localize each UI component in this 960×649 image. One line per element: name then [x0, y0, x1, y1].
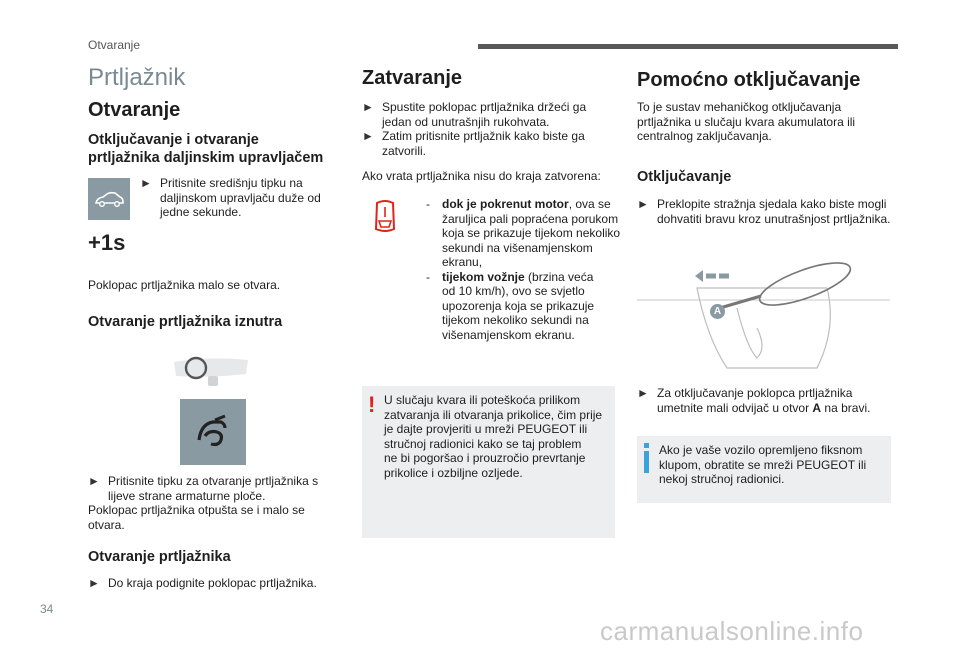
bullet-icon: ► — [637, 386, 649, 400]
remote-subheading — [88, 131, 378, 167]
case2-line2: od 10 km/h), ovo se svjetlo — [442, 284, 585, 298]
case1-line2: žaruljica pali popraćena porukom — [442, 211, 619, 226]
bullet-icon: ► — [88, 474, 100, 488]
closing-step2-line2: zatvorili. — [382, 143, 427, 158]
section-header: Otvaranje — [88, 38, 141, 52]
unlock-step2-line2-post: na bravi. — [821, 400, 871, 415]
closing-step1-line1: Spustite poklopac prtljažnika držeći ga — [382, 100, 587, 114]
bullet-icon: ► — [362, 129, 374, 143]
unlock-step1-line2: dohvatiti bravu kroz unutrašnjost prtljažnika. — [657, 211, 891, 226]
bullet-icon: ► — [88, 576, 100, 590]
remote-step-line2: daljinskom upravljaču duže od — [160, 190, 321, 205]
backup-intro-line3: centralnog zaključavanja. — [637, 129, 772, 143]
closing-cases — [426, 197, 622, 342]
heading-zatvaranje: Zatvaranje — [362, 67, 463, 89]
heading-otvaranje: Otvaranje — [88, 99, 181, 121]
case1-line4: sekundi na višenamjenskom — [442, 240, 593, 255]
page-number: 34 — [40, 602, 54, 616]
closing-intro: Ako vrata prtljažnika nisu do kraja zatvorena: — [362, 169, 601, 183]
bullet-icon: ► — [637, 197, 649, 211]
warning-text — [384, 393, 614, 480]
remote-subheading-line1: Otključavanje i otvaranje — [88, 132, 259, 148]
watermark: carmanualsonline.info — [600, 616, 864, 646]
heading-pomocno: Pomoćno otključavanje — [637, 69, 861, 91]
info-line1: Ako je vaše vozilo opremljeno fiksnom — [659, 443, 863, 457]
open-step — [88, 576, 388, 591]
remote-step-line3: jedne sekunde. — [160, 205, 242, 219]
remote-step-line1: Pritisnite središnju tipku na — [160, 176, 303, 190]
remote-subheading-line2: prtljažnika daljinskim upravljačem — [88, 150, 324, 166]
case2-bold: tijekom vožnje — [442, 269, 525, 284]
open-trunk-warning-icon — [372, 199, 398, 235]
bullet-icon: ► — [362, 100, 374, 114]
unlock-step2 — [637, 386, 902, 415]
case1-line3: koja se prikazuje tijekom nekoliko — [442, 226, 621, 240]
unlock-step2-line1: Za otključavanje poklopca prtljažnika — [657, 386, 853, 400]
unlock-step2-line2-pre: umetnite mali odvijač u otvor — [657, 400, 813, 415]
unlock-step2-bold: A — [812, 400, 822, 415]
backup-intro — [637, 100, 897, 144]
page-title: Prtljažnik — [88, 64, 186, 91]
inside-subheading: Otvaranje prtljažnika iznutra — [88, 314, 283, 330]
dash-marker: - — [426, 197, 430, 211]
backup-intro-line1: To je sustav mehaničkog otključavanja — [637, 100, 842, 114]
inside-step — [88, 474, 388, 532]
warning-box — [362, 386, 615, 538]
case2-line4: tijekom nekoliko sekundi na — [442, 313, 589, 327]
case1-line1: , ova se — [568, 197, 611, 211]
info-text — [659, 443, 887, 487]
lock-screwdriver-illustration — [637, 248, 890, 374]
remote-step — [140, 176, 340, 220]
inside-result-line1: Poklopac prtljažnika otpušta se i malo se — [88, 503, 305, 517]
warning-line1: U slučaju kvara ili poteškoća prilikom — [384, 393, 581, 407]
unlock-step1 — [637, 197, 902, 226]
info-line2: klupom, obratite se mreži PEUGEOT ili — [659, 457, 867, 472]
unlock-subheading: Otključavanje — [637, 169, 732, 185]
remote-car-icon — [88, 178, 130, 220]
remote-result: Poklopac prtljažnika malo se otvara. — [88, 278, 281, 292]
header-bar — [478, 44, 898, 49]
case2-line3: upozorenja koja se prikazuje — [442, 298, 595, 313]
warning-line2: zatvaranja ili otvaranja prikolice, čim prije — [384, 407, 603, 422]
inside-result-line2: otvara. — [88, 517, 125, 532]
closing-step2-line1: Zatim pritisnite prtljažnik kako biste ga — [382, 129, 585, 143]
info-icon — [644, 443, 650, 473]
open-step-text: Do kraja podignite poklopac prtljažnika. — [108, 576, 317, 590]
callout-a: A — [710, 304, 725, 319]
dashboard-illustration — [170, 352, 254, 388]
info-box — [637, 436, 891, 503]
backup-intro-line2: prtljažnika u slučaju kvara akumulatora ili — [637, 114, 856, 129]
case2-line5: višenamjenskom ekranu. — [442, 327, 575, 342]
bullet-icon: ► — [140, 176, 152, 190]
closing-step1-line2: jedan od unutrašnjih rukohvata. — [382, 114, 550, 129]
info-line3: nekoj stručnoj radionici. — [659, 472, 785, 486]
unlock-step1-line1: Preklopite stražnja sjedala kako biste mogli — [657, 197, 887, 211]
warning-line4: stručnoj radionici kako se taj problem — [384, 436, 582, 451]
case1-bold: dok je pokrenut motor — [442, 197, 569, 211]
open-subheading: Otvaranje prtljažnika — [88, 549, 231, 565]
warning-icon: ! — [368, 392, 376, 417]
trunk-release-button-icon — [180, 399, 246, 465]
case1-line5: ekranu, — [442, 255, 483, 269]
case2-line1: (brzina veća — [524, 269, 594, 284]
dash-marker: - — [426, 269, 430, 284]
warning-line6: prikolice i ozbiljne ozljede. — [384, 465, 523, 480]
warning-line3: je dajte provjeriti u mreži PEUGEOT ili — [384, 422, 588, 436]
hold-duration-label: +1s — [88, 230, 126, 255]
inside-step-line1: Pritisnite tipku za otvaranje prtljažnika s — [108, 474, 319, 488]
warning-line5: ne bi pogoršao i prouzročio prevrtanje — [384, 451, 586, 465]
closing-steps — [362, 100, 622, 158]
inside-step-line2: lijeve strane armaturne ploče. — [108, 488, 266, 503]
